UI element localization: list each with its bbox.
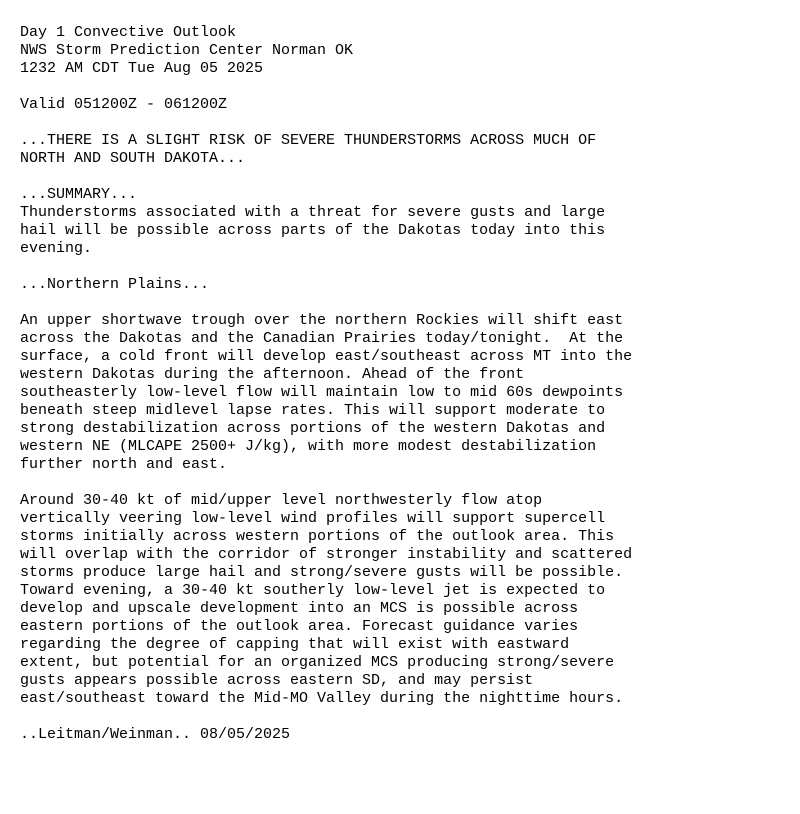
discussion-text: vertically veering low-level wind profiles will support supercell bbox=[20, 510, 606, 527]
forecaster-signature: ..Leitman/Weinman.. 08/05/2025 bbox=[20, 726, 291, 743]
discussion-text: eastern portions of the outlook area. Forecast guidance varies bbox=[20, 618, 579, 635]
product-title: Day 1 Convective Outlook bbox=[20, 24, 237, 41]
discussion-text: east/southeast toward the Mid-MO Valley during the nighttime hours. bbox=[20, 690, 624, 707]
blank-line bbox=[20, 474, 790, 492]
discussion-text: strong destabilization across portions of the western Dakotas and bbox=[20, 420, 606, 437]
discussion-text: further north and east. bbox=[20, 456, 228, 473]
region-heading: ...Northern Plains... bbox=[20, 276, 210, 293]
discussion-text: southeasterly low-level flow will maintain low to mid 60s dewpoints bbox=[20, 384, 624, 401]
summary-text: hail will be possible across parts of the Dakotas today into this bbox=[20, 222, 606, 239]
discussion-text: Around 30-40 kt of mid/upper level northwesterly flow atop bbox=[20, 492, 543, 509]
blank-line bbox=[20, 294, 790, 312]
discussion-text: western Dakotas during the afternoon. Ahead of the front bbox=[20, 366, 525, 383]
issuing-office: NWS Storm Prediction Center Norman OK bbox=[20, 42, 354, 59]
risk-headline: NORTH AND SOUTH DAKOTA... bbox=[20, 150, 246, 167]
blank-line bbox=[20, 708, 790, 726]
discussion-text: storms initially across western portions of the outlook area. This bbox=[20, 528, 615, 545]
discussion-text: extent, but potential for an organized MCS producing strong/severe bbox=[20, 654, 615, 671]
discussion-text: Toward evening, a 30-40 kt southerly low-level jet is expected to bbox=[20, 582, 606, 599]
discussion-text: storms produce large hail and strong/severe gusts will be possible. bbox=[20, 564, 624, 581]
discussion-text: beneath steep midlevel lapse rates. This will support moderate to bbox=[20, 402, 606, 419]
discussion-text: across the Dakotas and the Canadian Prairies today/tonight. At the bbox=[20, 330, 624, 347]
valid-period: Valid 051200Z - 061200Z bbox=[20, 96, 228, 113]
issue-time: 1232 AM CDT Tue Aug 05 2025 bbox=[20, 60, 264, 77]
blank-line bbox=[20, 168, 790, 186]
summary-heading: ...SUMMARY... bbox=[20, 186, 138, 203]
discussion-text: surface, a cold front will develop east/southeast across MT into the bbox=[20, 348, 633, 365]
blank-line bbox=[20, 78, 790, 96]
discussion-text: An upper shortwave trough over the northern Rockies will shift east bbox=[20, 312, 624, 329]
outlook-text bbox=[20, 24, 790, 744]
blank-line bbox=[20, 114, 790, 132]
discussion-text: gusts appears possible across eastern SD, and may persist bbox=[20, 672, 534, 689]
blank-line bbox=[20, 258, 790, 276]
discussion-text: will overlap with the corridor of stronger instability and scattered bbox=[20, 546, 633, 563]
discussion-text: western NE (MLCAPE 2500+ J/kg), with more modest destabilization bbox=[20, 438, 597, 455]
summary-text: Thunderstorms associated with a threat for severe gusts and large bbox=[20, 204, 606, 221]
summary-text: evening. bbox=[20, 240, 93, 257]
discussion-text: develop and upscale development into an MCS is possible across bbox=[20, 600, 579, 617]
risk-headline: ...THERE IS A SLIGHT RISK OF SEVERE THUNDERSTORMS ACROSS MUCH OF bbox=[20, 132, 597, 149]
discussion-text: regarding the degree of capping that will exist with eastward bbox=[20, 636, 570, 653]
